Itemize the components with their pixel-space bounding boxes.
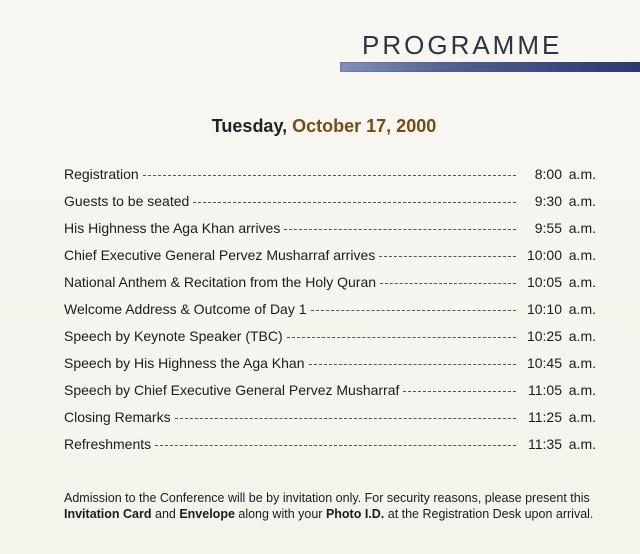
dot-leader — [380, 283, 516, 284]
schedule-item-time: 9:30 — [534, 193, 562, 209]
dot-leader — [379, 256, 516, 257]
schedule-item-ampm: a.m. — [568, 301, 596, 317]
schedule-row — [64, 382, 596, 409]
schedule-item-ampm: a.m. — [568, 274, 596, 290]
schedule-item-label: Guests to be seated — [64, 193, 190, 209]
schedule-item-label: Chief Executive General Pervez Musharraf arrives — [64, 247, 376, 263]
date-day: Tuesday, — [211, 116, 288, 136]
dot-leader — [193, 202, 516, 203]
dot-leader — [403, 391, 516, 392]
schedule-row — [64, 436, 596, 463]
schedule-item-label: Refreshments — [64, 436, 152, 452]
programme-title: PROGRAMME — [362, 30, 563, 60]
event-date — [0, 116, 640, 137]
note-bold-photo-id: Photo I.D. — [325, 507, 385, 521]
schedule-row — [64, 328, 596, 355]
schedule-item-label: Speech by Chief Executive General Pervez Musharraf — [64, 382, 400, 398]
note-bold-invitation-card: Invitation Card — [64, 507, 152, 521]
dot-leader — [311, 310, 516, 311]
schedule-item-ampm: a.m. — [568, 328, 596, 344]
date-rest: October 17, 2000 — [292, 116, 437, 136]
schedule-item-time: 11:05 — [528, 382, 562, 398]
dot-leader — [284, 229, 516, 230]
note-bold-envelope: Envelope — [179, 507, 235, 521]
schedule-item-ampm: a.m. — [568, 355, 596, 371]
schedule-item-ampm: a.m. — [568, 247, 596, 263]
schedule-item-time: 10:00 — [526, 247, 562, 263]
schedule-item-label: Speech by Keynote Speaker (TBC) — [64, 328, 283, 344]
schedule-item-time: 10:45 — [526, 355, 562, 371]
dot-leader — [309, 364, 517, 365]
dot-leader — [175, 418, 516, 419]
schedule-row — [64, 301, 596, 328]
admission-note — [64, 490, 604, 522]
dot-leader — [143, 175, 516, 176]
schedule-row — [64, 355, 596, 382]
schedule-item-label: Registration — [64, 166, 139, 182]
schedule-row — [64, 409, 596, 436]
schedule-row — [64, 166, 596, 193]
schedule-item-ampm: a.m. — [568, 220, 596, 236]
note-text-3: along with your — [234, 507, 326, 521]
schedule-row — [64, 193, 596, 220]
schedule-item-label: Speech by His Highness the Aga Khan — [64, 355, 305, 371]
schedule-row — [64, 247, 596, 274]
schedule-item-label: National Anthem & Recitation from the Holy Quran — [64, 274, 377, 290]
schedule-item-label: Closing Remarks — [64, 409, 171, 425]
schedule-list — [64, 166, 596, 463]
schedule-item-time: 10:05 — [526, 274, 562, 290]
note-text-2: and — [151, 507, 180, 521]
schedule-item-time: 10:10 — [526, 301, 562, 317]
schedule-item-ampm: a.m. — [568, 166, 596, 182]
note-text-4: at the Registration Desk upon arrival. — [384, 507, 594, 521]
schedule-item-ampm: a.m. — [568, 409, 596, 425]
schedule-item-time: 8:00 — [534, 166, 562, 182]
schedule-item-label: His Highness the Aga Khan arrives — [64, 220, 281, 236]
schedule-item-ampm: a.m. — [568, 193, 596, 209]
note-text-1: Admission to the Conference will be by invitation only. For security reasons, please present this — [64, 491, 590, 505]
schedule-item-time: 11:35 — [528, 436, 562, 452]
title-underline-bar — [340, 62, 640, 72]
schedule-item-time: 11:25 — [528, 409, 562, 425]
schedule-item-label: Welcome Address & Outcome of Day 1 — [64, 301, 307, 317]
schedule-item-time: 10:25 — [526, 328, 562, 344]
schedule-row — [64, 274, 596, 301]
dot-leader — [287, 337, 516, 338]
schedule-item-ampm: a.m. — [568, 436, 596, 452]
schedule-row — [64, 220, 596, 247]
schedule-item-ampm: a.m. — [568, 382, 596, 398]
dot-leader — [155, 445, 516, 446]
schedule-item-time: 9:55 — [534, 220, 562, 236]
